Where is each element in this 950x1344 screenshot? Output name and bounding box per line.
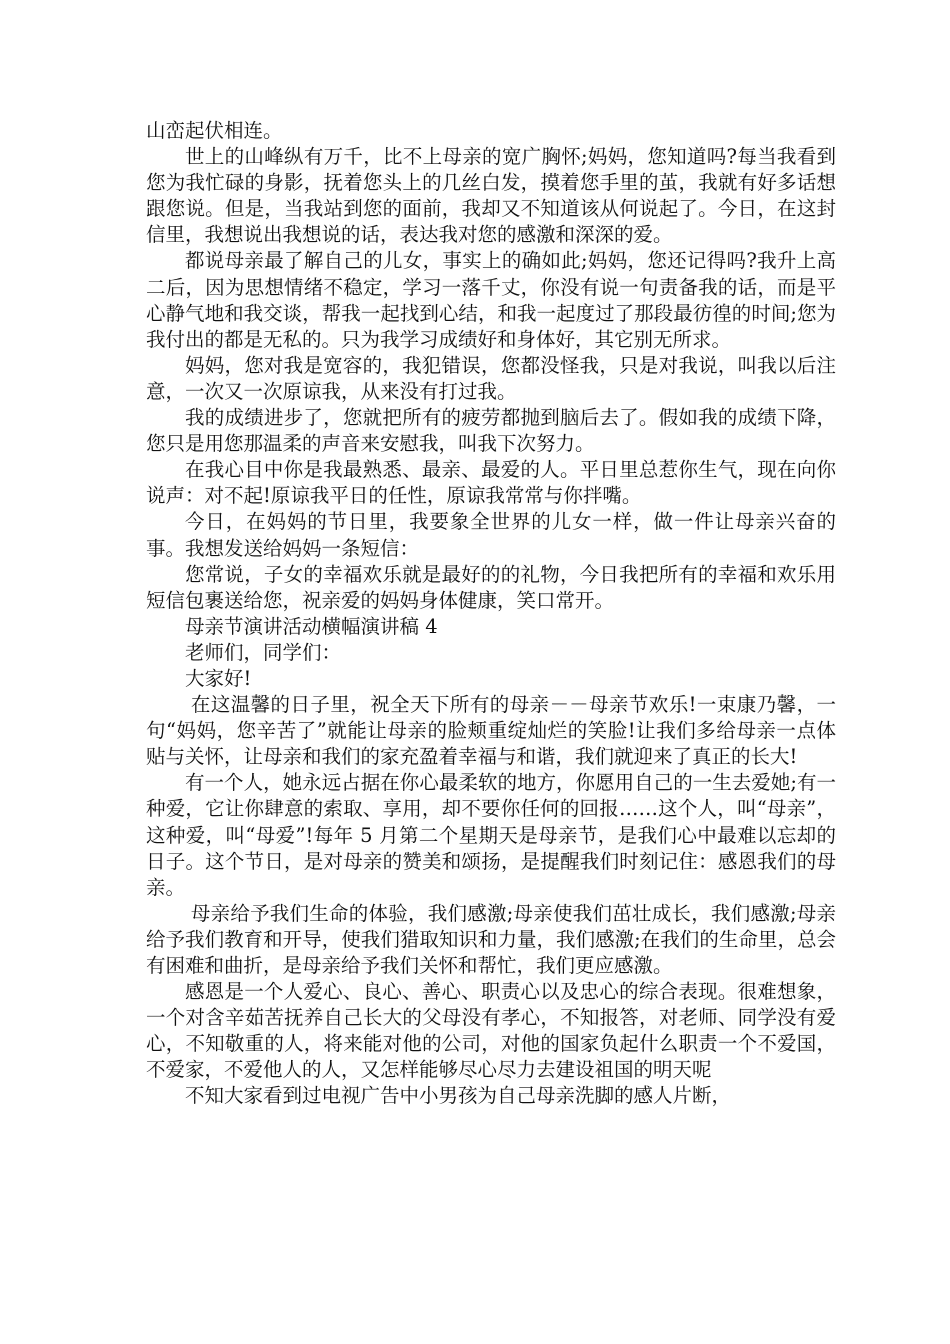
paragraph: 感恩是一个人爱心、良心、善心、职责心以及忠心的综合表现。很难想象，一个对含辛茹苦抚养自己长大的父母没有孝心，不知报答，对老师、同学没有爱心，不知敬重的人，将来能对他的公司，对他的国家负起什么职责一个不爱国，不爱家，不爱他人的人，又怎样能够尽心尽力去建设祖国的明天呢 xyxy=(146,980,836,1082)
paragraph: 山峦起伏相连。 xyxy=(146,119,283,142)
paragraph: 不知大家看到过电视广告中小男孩为自己母亲洗脚的感人片断， xyxy=(185,1084,732,1108)
greeting: 大家好! xyxy=(185,666,252,690)
paragraph: 母亲给予我们生命的体验，我们感激;母亲使我们茁壮成长，我们感激;母亲给予我们教育和开导，使我们猎取知识和力量，我们感激;在我们的生命里，总会有困难和曲折，是母亲给予我们关怀和帮忙，我们更应感激。 xyxy=(146,901,836,977)
salutation: 老师们，同学们： xyxy=(185,640,342,664)
paragraph: 都说母亲最了解自己的儿女，事实上的确如此;妈妈，您还记得吗?我升上高二后，因为思想情绪不稳定，学习一落千丈，你没有说一句责备我的话，而是平心静气地和我交谈，帮我一起找到心结，和我一起度过了那段最彷徨的时间;您为我付出的都是无私的。只为我学习成绩好和身体好，其它别无所求。 xyxy=(146,249,836,351)
paragraph: 妈妈，您对我是宽容的，我犯错误，您都没怪我，只是对我说，叫我以后注意，一次又一次原谅我，从来没有打过我。 xyxy=(146,353,836,403)
paragraph: 世上的山峰纵有万千，比不上母亲的宽广胸怀;妈妈，您知道吗?每当我看到您为我忙碌的身影，抚着您头上的几丝白发，摸着您手里的茧，我就有好多话想跟您说。但是，当我站到您的面前，我却又不知道该从何说起了。今日，在这封信里，我想说出我想说的话，表达我对您的感激和深深的爱。 xyxy=(146,145,836,247)
paragraph: 今日，在妈妈的节日里，我要象全世界的儿女一样，做一件让母亲兴奋的事。我想发送给妈妈一条短信： xyxy=(146,510,836,560)
document-page xyxy=(146,118,836,1110)
paragraph: 有一个人，她永远占据在你心最柔软的地方，你愿用自己的一生去爱她;有一种爱，它让你肆意的索取、享用，却不要你任何的回报……这个人，叫“母亲”，这种爱，叫“母爱”!每年 5 月第二个星期天是母亲节，是我们心中最难以忘却的日子。这个节日，是对母亲的赞美和颂扬，是提醒我们时刻记住：感恩我们的母亲。 xyxy=(146,771,836,899)
paragraph: 我的成绩进步了，您就把所有的疲劳都抛到脑后去了。假如我的成绩下降，您只是用您那温柔的声音来安慰我，叫我下次努力。 xyxy=(146,406,836,456)
paragraph: 您常说，子女的幸福欢乐就是最好的的礼物，今日我把所有的幸福和欢乐用短信包裹送给您，祝亲爱的妈妈身体健康，笑口常开。 xyxy=(146,562,836,612)
section-heading: 母亲节演讲活动横幅演讲稿 4 xyxy=(185,614,438,638)
paragraph: 在我心目中你是我最熟悉、最亲、最爱的人。平日里总惹你生气，现在向你说声：对不起!原谅我平日的任性，原谅我常常与你拌嘴。 xyxy=(146,458,836,508)
paragraph: 在这温馨的日子里，祝全天下所有的母亲－－母亲节欢乐!一束康乃馨，一句“妈妈，您辛苦了”就能让母亲的脸颊重绽灿烂的笑脸!让我们多给母亲一点体贴与关怀，让母亲和我们的家充盈着幸福与和谐，我们就迎来了真正的长大! xyxy=(146,693,836,769)
